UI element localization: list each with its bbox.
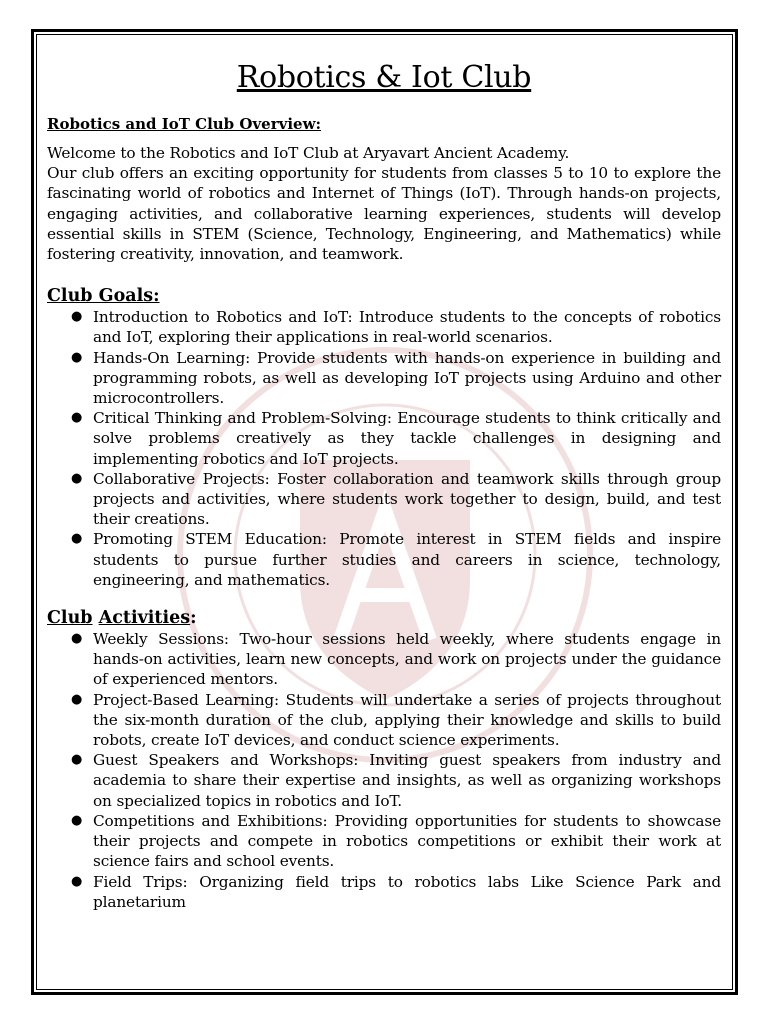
overview-body: Our club offers an exciting opportunity for students from classes 5 to 10 to explore the fascinating world of robotics and Internet of Things (IoT). Through hands-on projects, engaging activities, and collaborative learning experiences, students will develop essential skills in STEM (Science, Technology, Engineering, and Mathematics) while fostering creativity, innovation, and teamwork.: [47, 164, 721, 264]
list-item: ● Hands-On Learning: Provide students with hands-on experience in building and programming robots, as well as developing IoT projects using Arduino and other microcontrollers.: [71, 348, 721, 408]
activities-list: [47, 629, 721, 912]
goals-heading-text: Club Goals:: [47, 286, 160, 307]
list-item: ● Introduction to Robotics and IoT: Introduce students to the concepts of robotics and IoT, exploring their applications in real-world scenarios.: [71, 308, 721, 347]
bullet-icon: ●: [71, 349, 83, 365]
goals-list: [47, 307, 721, 590]
list-item: ● Guest Speakers and Workshops: Inviting guest speakers from industry and academia to share their expertise and insights, as well as organizing workshops on specialized topics in robotics and IoT.: [71, 751, 721, 810]
bullet-icon: ●: [71, 873, 83, 889]
list-item: ● Critical Thinking and Problem-Solving: Encourage students to think critically and solve problems creatively as they tackle challenges in designing and implementing robotics and IoT projects.: [71, 409, 721, 468]
goals-heading: [47, 285, 721, 307]
bullet-icon: ●: [71, 631, 83, 647]
activities-heading-word1: Club: [47, 608, 93, 629]
activities-heading-word2: Activities: [98, 608, 191, 629]
page-title: Robotics & Iot Club: [236, 60, 532, 95]
list-item: ● Collaborative Projects: Foster collaboration and teamwork skills through group projects and activities, where students work together to design, build, and test their creations.: [71, 469, 721, 529]
list-item: ● Weekly Sessions: Two-hour sessions held weekly, where students engage in hands-on activities, learn new concepts, and work on projects under the guidance of experienced mentors.: [71, 630, 721, 689]
overview-welcome: Welcome to the Robotics and IoT Club at Aryavart Ancient Academy.: [47, 144, 570, 162]
bullet-icon: ●: [71, 531, 83, 547]
bullet-icon: ●: [71, 470, 83, 486]
bullet-icon: ●: [71, 752, 83, 768]
activities-heading: [47, 607, 721, 629]
bullet-icon: ●: [71, 691, 83, 707]
list-item: ● Project-Based Learning: Students will undertake a series of projects throughout the six-month duration of the club, applying their knowledge and skills to build robots, create IoT devices, and conduct science experiments.: [71, 690, 721, 750]
bullet-icon: ●: [71, 410, 83, 426]
bullet-icon: ●: [71, 812, 83, 828]
activities-heading-colon: :: [190, 608, 197, 629]
overview-heading: Robotics and IoT Club Overview:: [47, 115, 322, 133]
list-item: ● Promoting STEM Education: Promote interest in STEM fields and inspire students to pursue further studies and careers in science, technology, engineering, and mathematics.: [71, 530, 721, 589]
list-item: ● Field Trips: Organizing field trips to robotics labs Like Science Park and planetarium: [71, 872, 721, 911]
document-content: [47, 56, 721, 912]
list-item: ● Competitions and Exhibitions: Providing opportunities for students to showcase their projects and compete in robotics competitions or exhibit their work at science fairs and school events.: [71, 811, 721, 871]
bullet-icon: ●: [71, 309, 83, 325]
